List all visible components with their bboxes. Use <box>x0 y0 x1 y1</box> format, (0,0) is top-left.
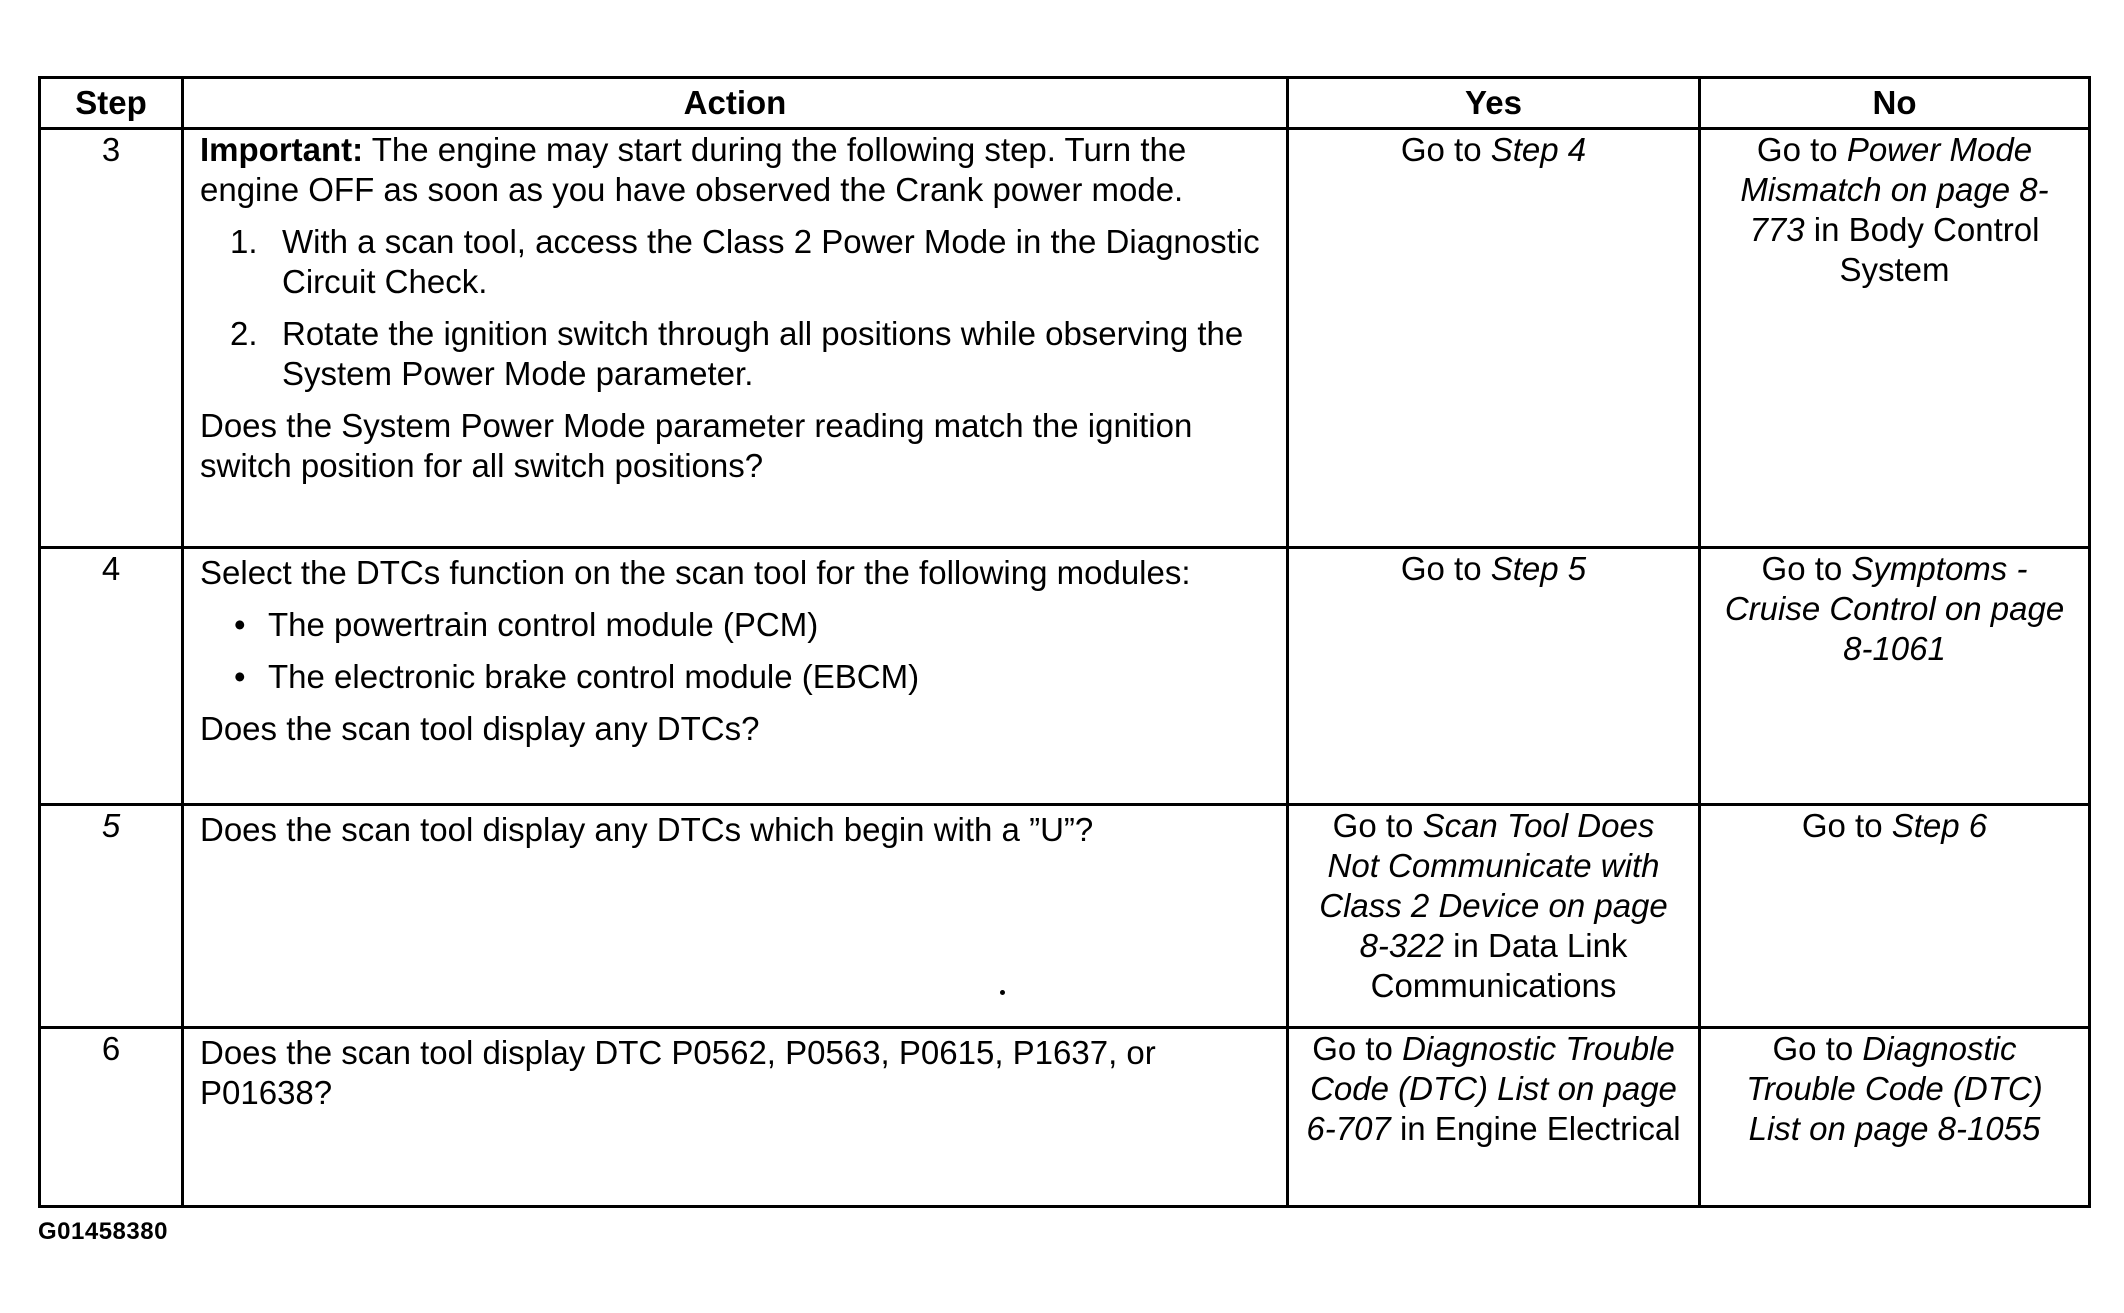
action-cell <box>183 548 1288 805</box>
stray-mark <box>1000 990 1005 995</box>
table-row-step-4 <box>40 548 2090 805</box>
list-item <box>200 222 1270 302</box>
no-cell <box>1700 129 2090 548</box>
action-question: Does the scan tool display any DTCs which begin with a ”U”? <box>200 811 1094 848</box>
yes-cell <box>1288 548 1700 805</box>
list-item <box>200 657 1270 697</box>
no-go-text: Go to <box>1801 807 1892 844</box>
no-go-text: Go to <box>1756 131 1847 168</box>
yes-reference-link[interactable]: Step 4 <box>1490 131 1587 168</box>
yes-go-text: Go to <box>1400 550 1491 587</box>
important-label: Important: <box>200 131 364 168</box>
yes-go-text: Go to <box>1332 807 1423 844</box>
bullet-icon: • <box>234 658 246 695</box>
header-yes: Yes <box>1288 78 1700 129</box>
bullet-icon: • <box>234 606 246 643</box>
yes-cell <box>1288 1028 1700 1207</box>
no-reference-link[interactable]: Power Mode Mismatch on page 8-773 <box>1740 131 2049 248</box>
yes-reference-link[interactable]: Step 5 <box>1490 550 1587 587</box>
yes-suffix-text: in Engine Electrical <box>1390 1110 1681 1147</box>
module-list <box>200 605 1270 697</box>
table-row-step-6 <box>40 1028 2090 1207</box>
yes-go-text: Go to <box>1312 1030 1403 1067</box>
no-cell <box>1700 805 2090 1028</box>
yes-suffix-text: in Data Link Communications <box>1370 927 1628 1004</box>
header-action: Action <box>183 78 1288 129</box>
no-go-text: Go to <box>1761 550 1852 587</box>
list-item-text: The electronic brake control module (EBCM) <box>268 658 920 695</box>
action-cell <box>183 129 1288 548</box>
step-number: 5 <box>40 805 183 1028</box>
procedure-list <box>200 222 1270 394</box>
action-cell <box>183 805 1288 1028</box>
yes-go-text: Go to <box>1400 131 1491 168</box>
no-cell <box>1700 548 2090 805</box>
header-no: No <box>1700 78 2090 129</box>
action-intro: Select the DTCs function on the scan tool for the following modules: <box>200 554 1191 591</box>
important-text: The engine may start during the following step. Turn the engine OFF as soon as you have observed the Crank power mode. <box>200 131 1187 208</box>
yes-reference-link[interactable]: Diagnostic Trouble Code (DTC) List on page 6-707 <box>1306 1030 1677 1147</box>
step-number: 3 <box>40 129 183 548</box>
step-number: 6 <box>40 1028 183 1207</box>
action-question: Does the System Power Mode parameter reading match the ignition switch position for all switch positions? <box>200 407 1193 484</box>
no-cell <box>1700 1028 2090 1207</box>
table-row-step-3 <box>40 129 2090 548</box>
list-item-number: 2. <box>230 315 258 352</box>
no-reference-link[interactable]: Diagnostic Trouble Code (DTC) List on page 8-1055 <box>1746 1030 2043 1147</box>
list-item-text: Rotate the ignition switch through all positions while observing the System Power Mode parameter. <box>282 315 1244 392</box>
list-item-text: The powertrain control module (PCM) <box>268 606 819 643</box>
action-question: Does the scan tool display DTC P0562, P0563, P0615, P1637, or P01638? <box>200 1034 1156 1111</box>
yes-cell <box>1288 129 1700 548</box>
no-reference-link[interactable]: Symptoms - Cruise Control on page 8-1061 <box>1724 550 2065 667</box>
no-reference-link[interactable]: Step 6 <box>1891 807 1988 844</box>
table-header-row <box>40 78 2090 129</box>
list-item-number: 1. <box>230 223 258 260</box>
list-item <box>200 314 1270 394</box>
header-step: Step <box>40 78 183 129</box>
list-item <box>200 605 1270 645</box>
yes-reference-link[interactable]: Scan Tool Does Not Communicate with Class 2 Device on page 8-322 <box>1319 807 1668 964</box>
step-number: 4 <box>40 548 183 805</box>
no-go-text: Go to <box>1772 1030 1863 1067</box>
diagnostic-table <box>38 76 2091 1208</box>
no-suffix-text: in Body Control System <box>1804 211 2040 288</box>
yes-cell <box>1288 805 1700 1028</box>
important-note <box>200 130 1270 210</box>
action-question: Does the scan tool display any DTCs? <box>200 710 760 747</box>
table-row-step-5 <box>40 805 2090 1028</box>
action-cell <box>183 1028 1288 1207</box>
figure-id: G01458380 <box>38 1218 168 1245</box>
list-item-text: With a scan tool, access the Class 2 Power Mode in the Diagnostic Circuit Check. <box>282 223 1260 300</box>
